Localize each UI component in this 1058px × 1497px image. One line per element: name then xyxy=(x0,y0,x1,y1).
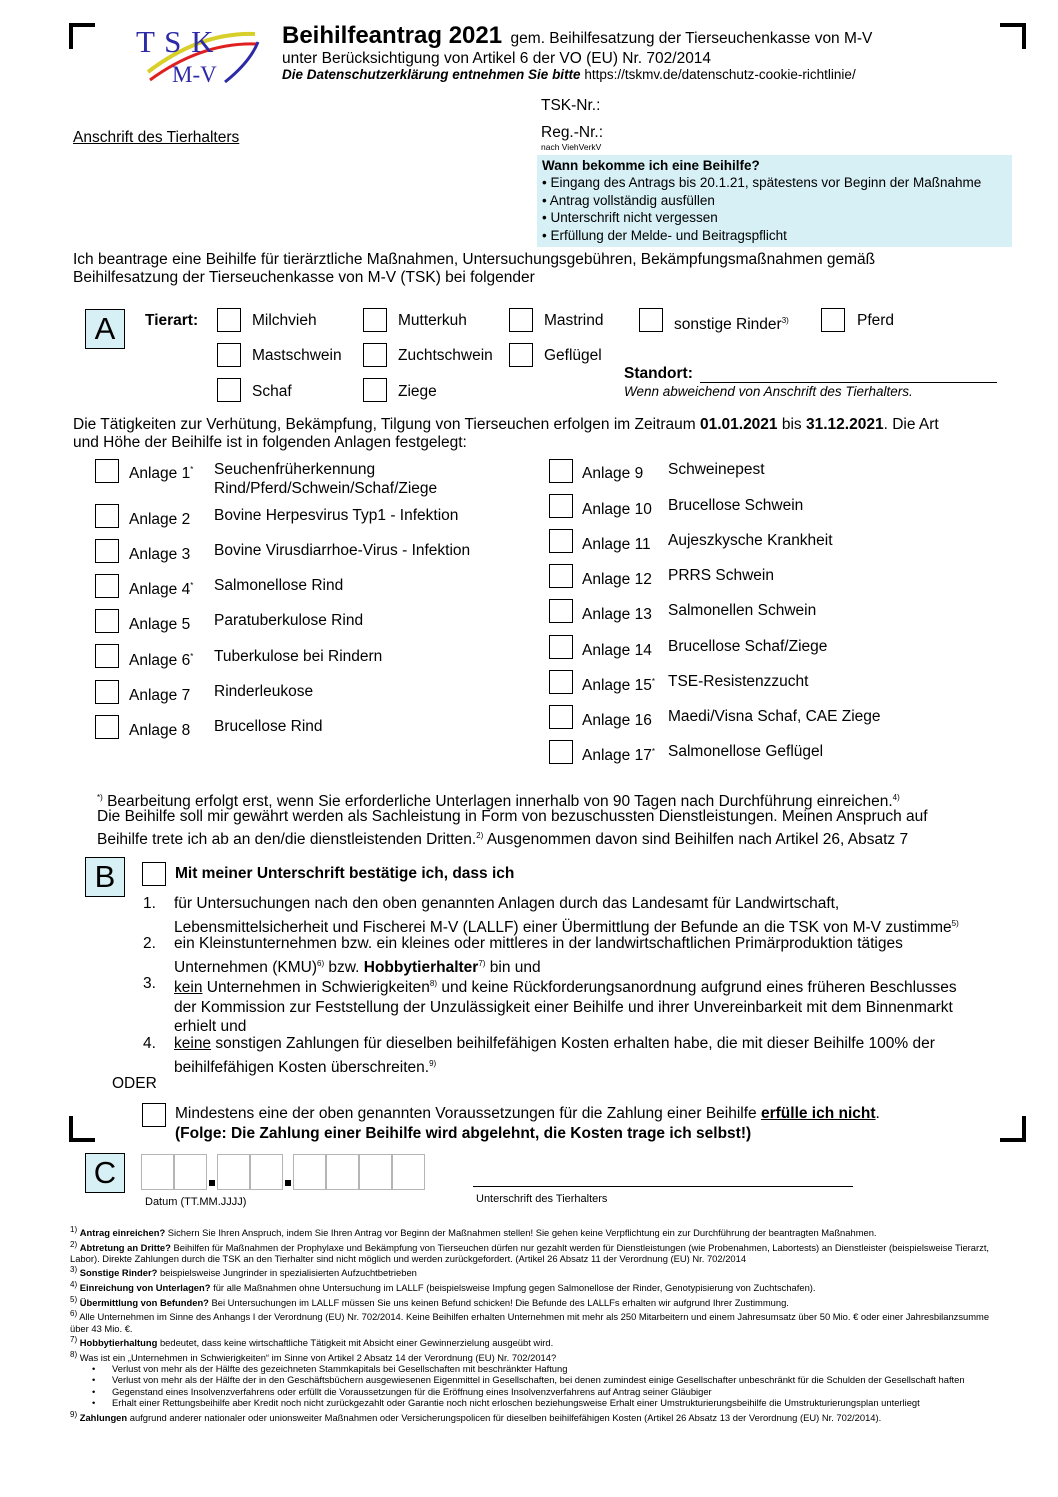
subtitle-a: gem. Beihilfesatzung der Tierseuchenkasse von M-V xyxy=(510,30,873,47)
checkbox-anlage-1[interactable] xyxy=(95,459,119,483)
date-digit[interactable] xyxy=(326,1154,359,1190)
anlage-text: Brucellose Schaf/Ziege xyxy=(668,638,828,655)
anlage-label: Anlage 11 xyxy=(582,536,651,554)
anlage-text: Rinderleukose xyxy=(214,683,314,700)
corner-mark-mid-right xyxy=(1000,1116,1026,1142)
bullet-item: • Verlust von mehr als der Hälfte des gezeichneten Stammkapitals bei Gesellschaften mit beschränkter Haftung xyxy=(92,1363,568,1375)
checkbox-anlage-7[interactable] xyxy=(95,680,119,704)
date-digit[interactable] xyxy=(174,1154,207,1190)
animal-label: Geflügel xyxy=(544,347,602,364)
footnote: $^{1)}$ Antrag einreichen? Sichern Sie Ihren Anspruch, indem Sie Ihren Antrag vor Beginn der Maßnahmen stellen! Sie gehen keine Verpflichtung ein zur Durchführung der beantragten Maßnahmen. xyxy=(70,1225,877,1239)
animal-label: Schaf xyxy=(252,383,292,400)
date-dot xyxy=(209,1180,215,1186)
intro-line2: Beihilfesatzung der Tierseuchenkasse von M-V (TSK) bei folgender xyxy=(73,269,535,286)
checkbox-anlage-6[interactable] xyxy=(95,644,119,668)
anlage-label: Anlage 5 xyxy=(129,616,191,634)
footnote: $^{3)}$ Sonstige Rinder? beispielsweise Jungrinder in spezialisierten Aufzuchtbetrieben xyxy=(70,1265,417,1279)
checkbox-anlage-11[interactable] xyxy=(549,529,573,553)
checkbox-anlage-4[interactable] xyxy=(95,574,119,598)
checkbox-mutterkuh[interactable] xyxy=(363,308,387,332)
checkbox-confirm[interactable] xyxy=(142,862,166,886)
confirm-text: Mit meiner Unterschrift bestätige ich, dass ich xyxy=(175,865,515,882)
period-mid: bis xyxy=(781,416,802,433)
signature-line[interactable] xyxy=(473,1186,853,1187)
reg-nr-label: Reg.-Nr.: xyxy=(541,124,604,141)
info-title: Wann bekomme ich eine Beihilfe? xyxy=(542,158,760,173)
anlage-label: Anlage 3 xyxy=(129,546,191,564)
bullet-list xyxy=(92,1363,1010,1409)
corner-mark-top-right xyxy=(1000,23,1026,49)
standort-note: Wenn abweichend von Anschrift des Tierhalters. xyxy=(624,384,913,399)
period-line2: und Höhe der Beihilfe ist in folgenden Anlagen festgelegt: xyxy=(73,434,467,451)
anlage-label: Anlage 8 xyxy=(129,722,191,740)
anlage-text: Bovine Herpesvirus Typ1 - Infektion xyxy=(214,507,459,524)
animal-label-rinder xyxy=(674,311,789,334)
logo-top: T S K xyxy=(136,24,215,59)
checkbox-mastrind[interactable] xyxy=(509,308,533,332)
checkbox-anlage-10[interactable] xyxy=(549,494,573,518)
animal-label: Mastschwein xyxy=(252,347,342,364)
checkbox-ziege[interactable] xyxy=(363,378,387,402)
checkbox-sonstige-rinder[interactable] xyxy=(639,308,663,332)
b-item-3: 3. kein Unternehmen in Schwierigkeiten$^{8)}$ und keine Rückforderungsanordnung aufgrund eines früheren Beschlusses der Kommission zur Feststellung der Unzulässigkeit einer Beihilfe und ihrer Unvereinbarkeit mit dem Binnenmarkt erhielt und xyxy=(143,975,957,1036)
date-digit[interactable] xyxy=(141,1154,174,1190)
anlage-label: Anlage 9 xyxy=(582,465,644,483)
anlage-text: Salmonellen Schwein xyxy=(668,602,817,619)
period-end: . Die Art xyxy=(883,416,939,433)
subtitle-b: unter Berücksichtigung von Artikel 6 der VO (EU) Nr. 702/2014 xyxy=(282,50,712,67)
animal-label: Mutterkuh xyxy=(398,312,467,329)
animal-label: Pferd xyxy=(857,312,895,329)
footnote: $^{2)}$ Abtretung an Dritte? Beihilfen für Maßnahmen der Prophylaxe und Bekämpfung von Tierseuchen dürfen nur gezahlt werden für Dienstleistungen (wie Probenahmen, Labortests) an Dienstleister (beispielsweise Tierarzt, Labor). Direkte Zahlungen durch die TSK an den Tierhalter sind nicht möglich und werden zurückgefordert. (Artikel 26 Absatz 11 der Verordnung (EU) Nr. 702/2014 xyxy=(70,1239,990,1265)
anlage-text: Brucellose Schwein xyxy=(668,497,804,514)
section-c-badge: C xyxy=(85,1153,125,1193)
reg-note: nach ViehVerkV xyxy=(541,142,602,152)
checkbox-milchvieh[interactable] xyxy=(217,308,241,332)
checkbox-schaf[interactable] xyxy=(217,378,241,402)
checkbox-anlage-8[interactable] xyxy=(95,715,119,739)
date-label: Datum (TT.MM.JJJJ) xyxy=(145,1196,247,1208)
checkbox-anlage-9[interactable] xyxy=(549,459,573,483)
info-item: • Antrag vollständig ausfüllen xyxy=(542,192,715,208)
checkbox-anlage-14[interactable] xyxy=(549,635,573,659)
period-to: 31.12.2021 xyxy=(806,416,884,433)
date-digit[interactable] xyxy=(392,1154,425,1190)
footnote: $^{9)}$ Zahlungen aufgrund anderer nationaler oder unionsweiter Maßnahmen oder Versicherungspolicen für dieselben beihilfefähigen Kosten (Artikel 26 Absatz 13 der Verordnung (EU) Nr. 702/2014). xyxy=(70,1409,882,1423)
period-line1 xyxy=(73,415,939,434)
anlage-label: Anlage 10 xyxy=(582,501,652,519)
footnote: $^{7)}$ Hobbytierhaltung bedeutet, dass keine wirtschaftliche Tätigkeit mit Absicht einer Gewinnerzielung ausgeübt wird. xyxy=(70,1335,554,1349)
anlage-text: Maedi/Visna Schaf, CAE Ziege xyxy=(668,708,881,725)
footnote: $^{4)}$ Einreichung von Unterlagen? für alle Maßnahmen ohne Untersuchung im LALLF (beispielsweise Impfung gegen Salmonellose der Rinder, Genotypisierung von Zuchtschafen). xyxy=(70,1280,816,1294)
b-item-2: 2. ein Kleinstunternehmen bzw. ein kleines oder mittleres in der landwirtschaftlichen Primärproduktion tätiges Unternehmen (KMU)$^{6)}$ bzw. Hobbytierhalter$^{7)}$ bin und xyxy=(143,935,903,976)
anlage-label: Anlage 7 xyxy=(129,687,191,705)
bullet-item: • Gegenstand eines Insolvenzverfahrens oder erfüllt die Voraussetzungen für die Eröffnung eines Insolvenzverfahrens auf Antrag seiner Gläubiger xyxy=(92,1385,712,1397)
checkbox-anlage-16[interactable] xyxy=(549,705,573,729)
b-item-1: 1. für Untersuchungen nach den oben genannten Anlagen durch das Landesamt für Landwirtschaft, Lebensmittelsicherheit und Fischerei M-V (LALLF) einer Übermittlung der Befunde an die TSK von M-V zustimme$^{5)}$ xyxy=(143,895,959,936)
anlage-label: Anlage 6* xyxy=(129,652,194,670)
tierart-label: Tierart: xyxy=(145,312,199,329)
b-item-4: 4. keine sonstigen Zahlungen für dieselben beihilfefähigen Kosten erhalten habe, die mit dieser Beihilfe 100% der beihilfefähigen Kosten überschreiten.$^{9)}$ xyxy=(143,1035,935,1076)
anlage-label: Anlage 14 xyxy=(582,642,652,660)
checkbox-anlage-2[interactable] xyxy=(95,504,119,528)
anlage-label: Anlage 13 xyxy=(582,606,652,624)
corner-mark-top-left xyxy=(69,23,95,49)
anlage-label: Anlage 2 xyxy=(129,511,191,529)
footnotes xyxy=(70,1224,1010,1423)
anlage-text: PRRS Schwein xyxy=(668,567,774,584)
checkbox-anlage-13[interactable] xyxy=(549,599,573,623)
anlage-label: Anlage 17* xyxy=(582,747,655,765)
checkbox-anlage-3[interactable] xyxy=(95,539,119,563)
signature-label: Unterschrift des Tierhalters xyxy=(476,1193,608,1205)
privacy-line xyxy=(282,67,856,82)
info-item: • Erfüllung der Melde- und Beitragspflicht xyxy=(542,227,787,243)
section-b-badge: B xyxy=(85,857,125,897)
note-3: Beihilfe trete ich ab an den/die dienstleistenden Dritten.$^{2)}$ Ausgenommen davon sind Beihilfen nach Artikel 26, Absatz 7 xyxy=(97,831,909,849)
anlage-text: Paratuberkulose Rind xyxy=(214,612,364,629)
anlage-text: Aujeszkysche Krankheit xyxy=(668,532,833,549)
logo-bottom: M-V xyxy=(172,62,217,87)
date-digit[interactable] xyxy=(217,1154,250,1190)
oder-label: ODER xyxy=(112,1075,157,1092)
anlage-text: Bovine Virusdiarrhoe-Virus - Infektion xyxy=(214,542,471,559)
checkbox-not-fulfilled[interactable] xyxy=(142,1103,166,1127)
anlage-text2: Rind/Pferd/Schwein/Schaf/Ziege xyxy=(214,480,438,497)
footnote: $^{8)}$ Was ist ein „Unternehmen in Schwierigkeiten“ im Sinne von Artikel 2 Absatz 14 der Verordnung (EU) Nr. 702/2014? xyxy=(70,1349,557,1363)
tsk-logo xyxy=(130,22,270,92)
checkbox-anlage-5[interactable] xyxy=(95,609,119,633)
animal-label: sonstige Rinder xyxy=(674,316,782,334)
info-box xyxy=(537,155,1012,247)
anlage-text: Schweinepest xyxy=(668,461,765,478)
checkbox-pferd[interactable] xyxy=(821,308,845,332)
consequence: (Folge: Die Zahlung einer Beihilfe wird abgelehnt, die Kosten trage ich selbst!) xyxy=(175,1125,752,1142)
standort-label: Standort: xyxy=(624,365,693,382)
date-digit[interactable] xyxy=(250,1154,283,1190)
header xyxy=(282,22,872,50)
standort-field[interactable] xyxy=(700,380,997,383)
info-item: • Eingang des Antrags bis 20.1.21, spätestens vor Beginn der Maßnahme xyxy=(542,175,982,191)
footnote: $^{5)}$ Übermittlung von Befunden? Bei Untersuchungen im LALLF müssen Sie uns keinen Befund schicken! Die Befunde des LALLFs erhalten wir aufgrund Ihrer Zustimmung. xyxy=(70,1294,789,1308)
anlage-text: Tuberkulose bei Rindern xyxy=(214,648,383,665)
footnote: $^{6)}$ Alle Unternehmen im Sinne des Anhangs I der Verordnung (EU) Nr. 702/2014. Keine Beihilfen erhalten Unternehmen mit mehr als 250 Mitarbeitern und einem Jahresumsatz über 50 Mio. € oder einer Jahresbilanzsumme über 43 Mio. €. xyxy=(70,1309,990,1334)
note-2: Die Beihilfe soll mir gewährt werden als Sachleistung in Form von bezuschussten Dienstleistungen. Meinen Anspruch auf xyxy=(97,808,928,825)
date-digit[interactable] xyxy=(359,1154,392,1190)
checkbox-gefluegel[interactable] xyxy=(509,343,533,367)
tsk-nr-label: TSK-Nr.: xyxy=(541,97,601,114)
animal-label: Ziege xyxy=(398,383,437,400)
privacy-label: Die Datenschutzerklärung entnehmen Sie bitte xyxy=(282,67,581,82)
checkbox-mastschwein[interactable] xyxy=(217,343,241,367)
note-1: *) Bearbeitung erfolgt erst, wenn Sie erforderliche Unterlagen innerhalb von 90 Tagen nach Durchführung einreichen.$^{4)}$ xyxy=(97,793,900,811)
checkbox-zuchtschwein[interactable] xyxy=(363,343,387,367)
info-item: • Unterschrift nicht vergessen xyxy=(542,210,718,226)
footnote-ref: 3) xyxy=(781,316,789,325)
date-dot xyxy=(285,1180,291,1186)
corner-mark-mid-left xyxy=(69,1116,95,1142)
anlage-label: Anlage 12 xyxy=(582,571,652,589)
checkbox-anlage-15[interactable] xyxy=(549,670,573,694)
bullet-item: • Erhalt einer Rettungsbeihilfe aber Kredit noch nicht zurückgezahlt oder Garantie noch nicht erloschen beziehungsweise Erhalt einer Umstrukturierungsbeihilfe die Umstrukturierungsplan unterliegt xyxy=(92,1397,920,1409)
anlage-label: Anlage 4* xyxy=(129,581,194,599)
privacy-url[interactable]: https://tskmv.de/datenschutz-cookie-richtlinie/ xyxy=(584,67,856,82)
bullet-item: • Verlust von mehr als der Hälfte der in den Geschäftsbüchern ausgewiesenen Eigenmittel in Gesellschaften, bei denen zumindest einige Gesellschafter unbeschränkt für die Schulden der Gesellschaft haften xyxy=(92,1374,965,1386)
section-a-badge: A xyxy=(85,309,125,349)
intro-line1: Ich beantrage eine Beihilfe für tierärztliche Maßnahmen, Untersuchungsgebühren, Bekämpfungsmaßnahmen gemäß xyxy=(73,251,876,268)
animal-label: Zuchtschwein xyxy=(398,347,493,364)
period-from: 01.01.2021 xyxy=(699,416,778,433)
date-digit[interactable] xyxy=(293,1154,326,1190)
anlage-text: Seuchenfrüherkennung xyxy=(214,461,376,478)
animal-label: Milchvieh xyxy=(252,312,317,329)
period-text: Die Tätigkeiten zur Verhütung, Bekämpfung, Tilgung von Tierseuchen erfolgen im Zeitraum xyxy=(73,416,696,433)
page-title: Beihilfeantrag 2021 xyxy=(282,22,503,49)
anlage-text: Brucellose Rind xyxy=(214,718,323,735)
anlage-text: TSE-Resistenzzucht xyxy=(668,673,809,690)
anlage-text: Salmonellose Rind xyxy=(214,577,344,594)
anlage-text: Salmonellose Geflügel xyxy=(668,743,824,760)
anlage-label: Anlage 1* xyxy=(129,465,194,483)
alt-text: Mindestens eine der oben genannten Voraussetzungen für die Zahlung einer Beihilfe erfülle ich nicht. xyxy=(175,1105,880,1122)
address-label: Anschrift des Tierhalters xyxy=(73,129,240,146)
checkbox-anlage-17[interactable] xyxy=(549,740,573,764)
anlage-label: Anlage 15* xyxy=(582,677,655,695)
animal-label: Mastrind xyxy=(544,312,604,329)
anlage-label: Anlage 16 xyxy=(582,712,652,730)
checkbox-anlage-12[interactable] xyxy=(549,564,573,588)
